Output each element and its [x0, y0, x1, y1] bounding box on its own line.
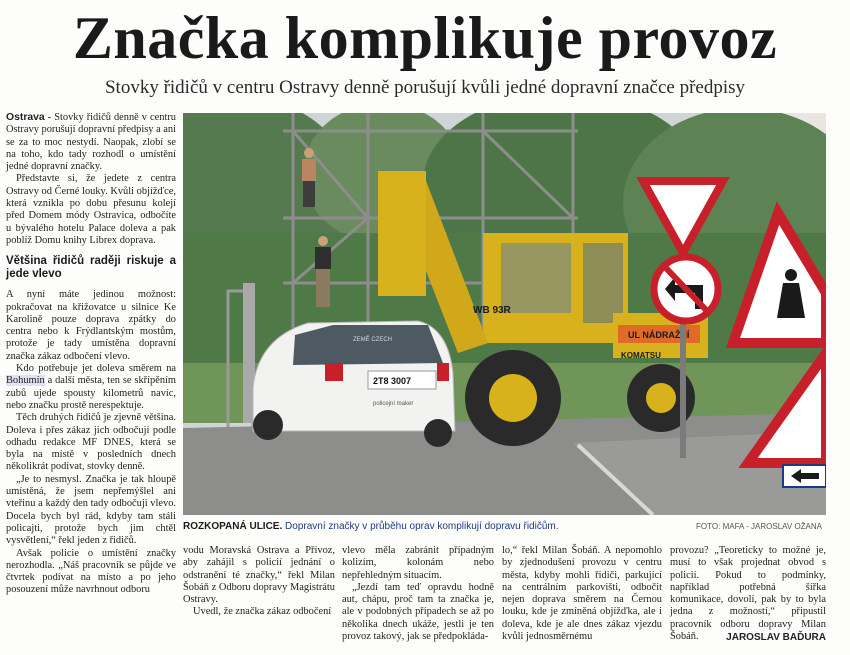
- paragraph: [6, 363, 176, 412]
- subheadline: Stovky řidičů v centru Ostravy denně porušují kvůli jedné dopravní značce předpisy: [104, 77, 746, 98]
- section-subhead: Většina řidičů raději riskuje a jede vlevo: [6, 255, 176, 281]
- photo-credit: FOTO: MAFA - JAROSLAV OŽANA: [696, 522, 822, 531]
- paragraph: Těch druhých řidičů je zjevně většina. Doleva i přes zákaz jich odbočují podle odhadu redakce MF DNES, která se byla na místě v posledních dnech několikrát podívat, stovky denně.: [6, 412, 176, 473]
- paragraph: vlevo měla zabránit případným kolizím, kolonám nebo nepřehledným situacím.: [342, 545, 494, 581]
- headline: Značka komplikuje provoz: [72, 5, 778, 71]
- lead-paragraph: [6, 112, 176, 173]
- caption-text: Dopravní značky v průběhu oprav komplikují dopravu řidičům.: [285, 521, 559, 532]
- dateline: Ostrava: [6, 112, 45, 123]
- column-4: [502, 545, 662, 643]
- paragraph: „Je to nesmysl. Značka je tak hloupě umístěná, že jsem nepřemýšlel ani vteřinu a každý den tady odbočuji vlevo. Docela bych byl rád, kdyby tam stáli policajti, protože bych jim chtěl vysvětlení,“ řekl jeden z řidičů.: [6, 473, 176, 547]
- column-1: [6, 112, 176, 597]
- paragraph: provozu? „Teoreticky to možné je, musí to však projednat obvod s policií. Pokud to podmínky, například potřebná šířka komunikace, dovolí, pak by to byla jedna z možností,“ připustil pracovník odboru dopravy Milan Šobáň.: [670, 545, 826, 643]
- paragraph: A nyní máte jedinou možnost: pokračovat na křižovatce u silnice Ke Karolině pouze doprava zpátky do centra nebo k Frýdlantským mostům, protože je tady umístěna dopravní značka zákaz odbočení vlevo.: [6, 289, 176, 362]
- photo-caption: [183, 520, 826, 534]
- paragraph: „Jezdí tam teď opravdu hodně aut, chápu, proč tam ta značka je, ale v podobných případech se až po několika dnech ukáže, jestli je ten provoz takový, jak se předpokláda-: [342, 581, 494, 643]
- news-photo: [183, 113, 826, 515]
- paragraph: vodu Moravská Ostrava a Přívoz, aby zahájil s policií jednání o odstranění té značky,“ řekl Milan Šobáň z Odboru dopravy Magistrátu Ostravy.: [183, 545, 335, 606]
- svg-text:KOMATSU: KOMATSU: [621, 351, 661, 360]
- paragraph: Představte si, že jedete z centra Ostravy od Černé louky. Kvůli objížďce, která vznikla po dobu přesunu kolejí před Domem módy Ostravica, odbočíte u bývalého hotelu Palace doleva a pak poblíž Domu knihy Librex doprava.: [6, 173, 176, 246]
- text-run: a další města, ten se skřípěním zubů ujede spousty kilometrů navíc, nebo značku prostě nerespektuje.: [6, 375, 176, 411]
- svg-text:2T8 3007: 2T8 3007: [373, 376, 412, 386]
- svg-text:WB 93R: WB 93R: [473, 305, 511, 316]
- highlighted-word: Bohumín: [6, 375, 45, 387]
- svg-text:UL NÁDRAŽNÍ: UL NÁDRAŽNÍ: [628, 330, 690, 340]
- paragraph: Avšak policie o umístění značky nerozhodla. „Náš pracovník se půjde ve čtvrtek podívat na místo a po jeho posouzení může navrhnout odboru: [6, 547, 176, 596]
- column-5: [670, 545, 826, 643]
- paragraph: lo,“ řekl Milan Šobáň. A nepomohlo by zjednodušení provozu v centru města, kdyby mohli řidiči, parkující na centrálním parkovišti, odbočit nejen doprava směrem na Černou louku, kde je zmíněná objížďka, ale i doleva, kde je ale dnes zákaz vjezdu kvůli jednosměrnému: [502, 545, 662, 643]
- byline: JAROSLAV BAĎURA: [726, 632, 826, 643]
- svg-text:policejní maker: policejní maker: [373, 401, 414, 407]
- paragraph: Uvedl, že značka zákaz odbočení: [193, 606, 332, 618]
- column-3: [342, 545, 494, 643]
- caption-head: ROZKOPANÁ ULICE.: [183, 521, 283, 532]
- lead-text: - Stovky řidičů denně v centru Ostravy porušují dopravní předpisy a ani se za to moc nestydí. Naopak, zlobí se na toho, kdo tady rozhodl o umístění jedné dopravní značky.: [6, 112, 176, 173]
- column-2: [183, 545, 335, 619]
- text-run: Kdo potřebuje jet doleva směrem na: [16, 363, 176, 375]
- svg-text:ZEMĚ CZECH: ZEMĚ CZECH: [353, 337, 392, 343]
